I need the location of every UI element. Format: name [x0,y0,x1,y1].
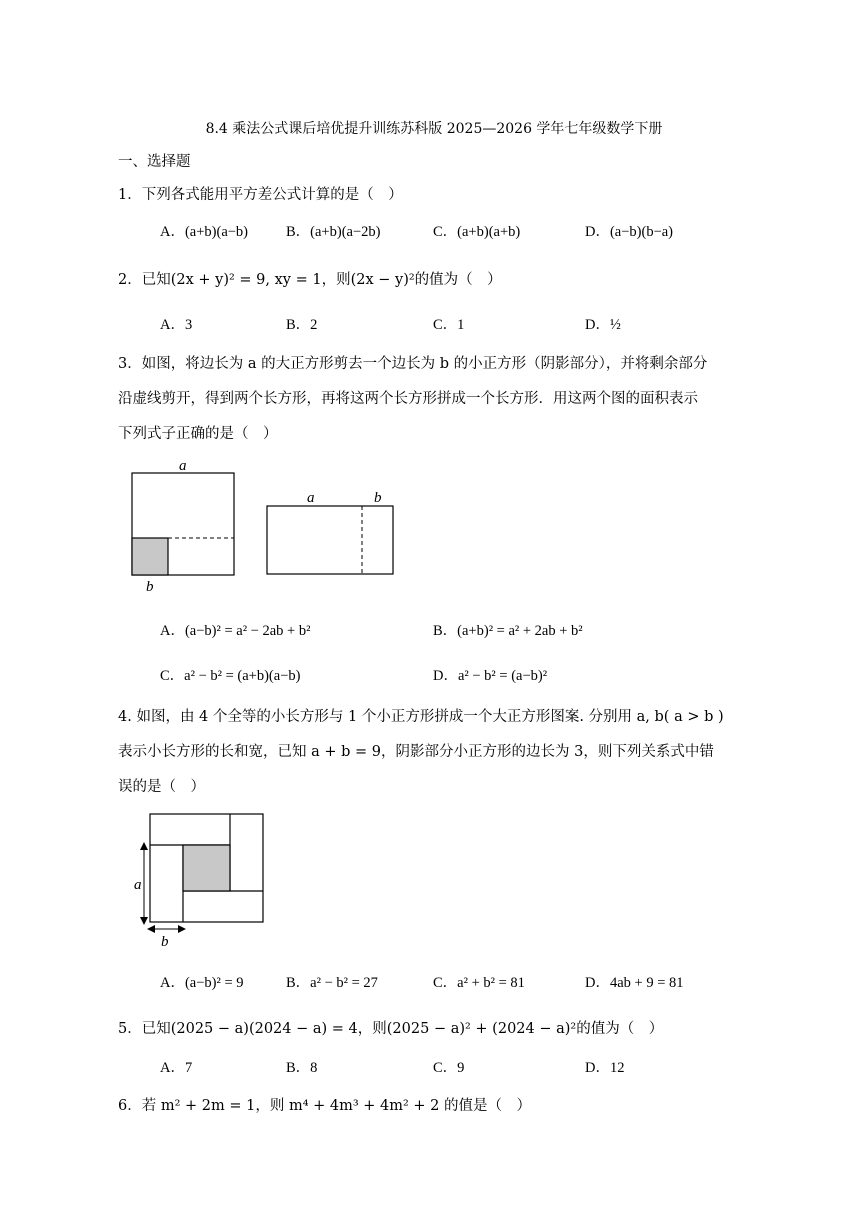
question-3-stem-line-3: 下列式子正确的是（ ） [118,426,278,442]
q3-option-d: D．a² − b² = (a−b)² [433,668,548,684]
q2-option-c: C．1 [433,317,465,333]
shaded-center-square [183,845,230,891]
label-b-rect: b [374,490,382,506]
question-4-stem-line-3: 误的是（ ） [118,779,205,795]
label-a: a [134,877,142,893]
question-3-stem-line-1: 3．如图，将边长为 a 的大正方形剪去一个边长为 b 的小正方形（阴影部分），并将剩余部分 [118,356,708,372]
question-6-stem: 6．若 m² + 2m = 1，则 m⁴ + 4m³ + 4m² + 2 的值是（ ） [118,1098,532,1114]
q5-option-c: C．9 [433,1060,465,1076]
q1-option-a: A．(a+b)(a−b) [160,224,249,240]
combined-rectangle [267,506,393,574]
question-3-stem-line-2: 沿虚线剪开，得到两个长方形，再将这两个长方形拼成一个长方形．用这两个图的面积表示 [118,391,698,407]
section-heading: 一、选择题 [118,154,191,170]
question-2-stem: 2．已知(2x + y)² = 9, xy = 1，则(2x − y)²的值为（ ） [118,272,502,288]
q3-option-b: B．(a+b)² = a² + 2ab + b² [433,623,583,639]
shaded-small-square [132,538,168,575]
label-a-rect: a [307,490,315,506]
q4-option-b: B．a² − b² = 27 [286,975,378,991]
q3-option-a: A．(a−b)² = a² − 2ab + b² [160,623,311,639]
q1-option-b: B．(a+b)(a−2b) [286,224,381,240]
q5-option-a: A．7 [160,1060,193,1076]
page-title: 8.4 乘法公式课后培优提升训练苏科版 2025—2026 学年七年级数学下册 [205,121,663,137]
question-4-figure [130,808,280,953]
q1-option-c: C．(a+b)(a+b) [433,224,521,240]
q2-option-a: A．3 [160,317,193,333]
q2-option-b: B．2 [286,317,318,333]
q4-option-a: A．(a−b)² = 9 [160,975,244,991]
q5-option-d: D．12 [585,1060,625,1076]
q1-option-d: D．(a−b)(b−a) [585,224,674,240]
question-4-stem-line-1: 4. 如图，由 4 个全等的小长方形与 1 个小正方形拼成一个大正方形图案. 分别用 a, b( a > b ) [118,709,724,725]
q5-option-b: B．8 [286,1060,318,1076]
question-5-stem: 5．已知(2025 − a)(2024 − a) = 4，则(2025 − a)² + (2024 − a)²的值为（ ） [118,1021,664,1037]
q3-option-c: C．a² − b² = (a+b)(a−b) [160,668,301,684]
q4-option-c: C．a² + b² = 81 [433,975,525,991]
q2-option-d: D．½ [585,317,621,333]
q4-option-d: D．4ab + 9 = 81 [585,975,684,991]
question-1-stem: 1．下列各式能用平方差公式计算的是（ ） [118,187,403,203]
question-3-figure [120,455,410,595]
question-4-stem-line-2: 表示小长方形的长和宽，已知 a + b = 9，阴影部分小正方形的边长为 3，则下列关系式中错 [118,744,714,760]
label-a-top: a [179,458,187,474]
label-b: b [161,934,169,950]
label-b-bottom: b [146,579,154,595]
